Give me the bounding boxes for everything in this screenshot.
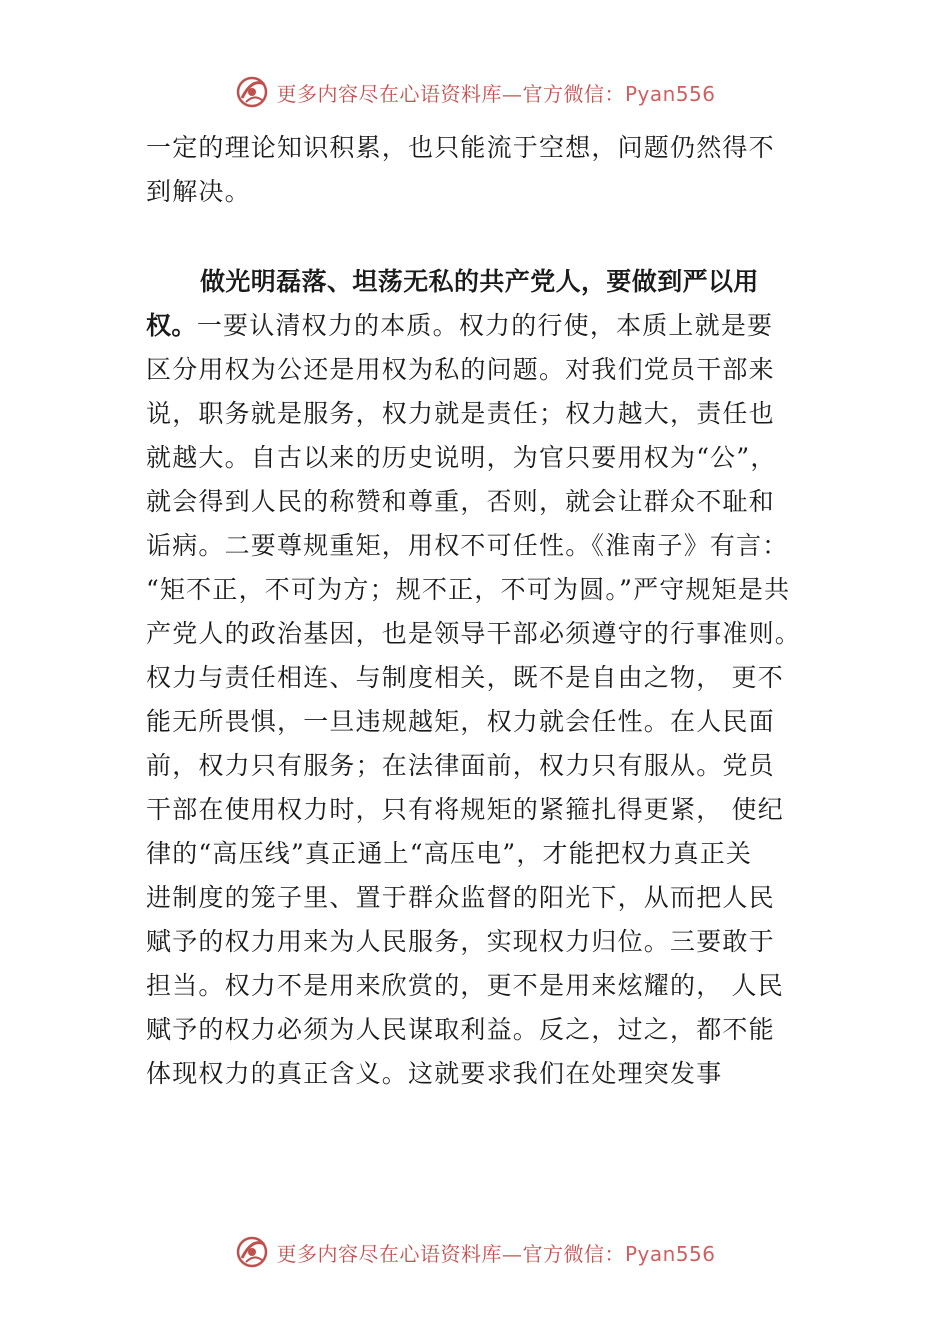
- text-line: 到解决。: [146, 177, 251, 206]
- header-banner: [0, 72, 950, 112]
- document-body: [146, 126, 826, 1096]
- text-line: 前，权力只有服务；在法律面前，权力只有服从。党员: [146, 751, 775, 780]
- text-line: 赋予的权力必须为人民谋取利益。反之，过之，都不能: [146, 1015, 775, 1044]
- paragraph: [146, 348, 826, 1096]
- text-line: 能无所畏惧，一旦违规越矩，权力就会任性。在人民面: [146, 707, 775, 736]
- text-line: 区分用权为公还是用权为私的问题。对我们党员干部来: [146, 355, 775, 384]
- text-line: 产党人的政治基因，也是领导干部必须遵守的行事准则。: [146, 619, 802, 648]
- text-line: 权力与责任相连、与制度相关，既不是自由之物， 更不: [146, 663, 784, 692]
- text-line: 律的“高压线”真正通上“高压电”，才能把权力真正关: [146, 839, 753, 868]
- section-heading: 做光明磊落、坦荡无私的共产党人，要做到严以用: [200, 267, 759, 296]
- text-line: 诟病。二要尊规重矩，用权不可任性。《淮南子》有言：: [146, 531, 789, 560]
- text-line: 就越大。自古以来的历史说明，为官只要用权为“公”，: [146, 443, 777, 472]
- text-line: “矩不正，不可为方；规不正，不可为圆。”严守规矩是共: [146, 575, 791, 604]
- banner-text: 更多内容尽在心语资料库—官方微信：Pyan556: [276, 81, 716, 106]
- wechat-id: Pyan556: [624, 1241, 716, 1266]
- text-line: 就会得到人民的称赞和尊重，否则，就会让群众不耻和: [146, 487, 775, 516]
- section-heading-end: 权。: [146, 311, 197, 340]
- text-line: 体现权力的真正含义。这就要求我们在处理突发事: [146, 1059, 723, 1088]
- text-line: 干部在使用权力时，只有将规矩的紧箍扎得更紧， 使纪: [146, 795, 784, 824]
- text-line: 说，职务就是服务，权力就是责任；权力越大，责任也: [146, 399, 775, 428]
- text-line: 一定的理论知识积累，也只能流于空想，问题仍然得不: [146, 133, 775, 162]
- paragraph-gap: [146, 214, 826, 260]
- text-line: 担当。权力不是用来欣赏的，更不是用来炫耀的， 人民: [146, 971, 784, 1000]
- banner-text: 更多内容尽在心语资料库—官方微信：Pyan556: [276, 1241, 716, 1266]
- text-line: 进制度的笼子里、置于群众监督的阳光下，从而把人民: [146, 883, 775, 912]
- text-line-rest: 一要认清权力的本质。权力的行使，本质上就是要: [196, 311, 774, 340]
- text-line: 赋予的权力用来为人民服务，实现权力归位。三要敢于: [146, 927, 775, 956]
- wechat-id: Pyan556: [624, 81, 716, 106]
- footer-banner: [0, 1232, 950, 1272]
- text-line: [146, 304, 826, 348]
- brand-logo-icon: [234, 74, 270, 110]
- brand-logo-icon: [234, 1234, 270, 1270]
